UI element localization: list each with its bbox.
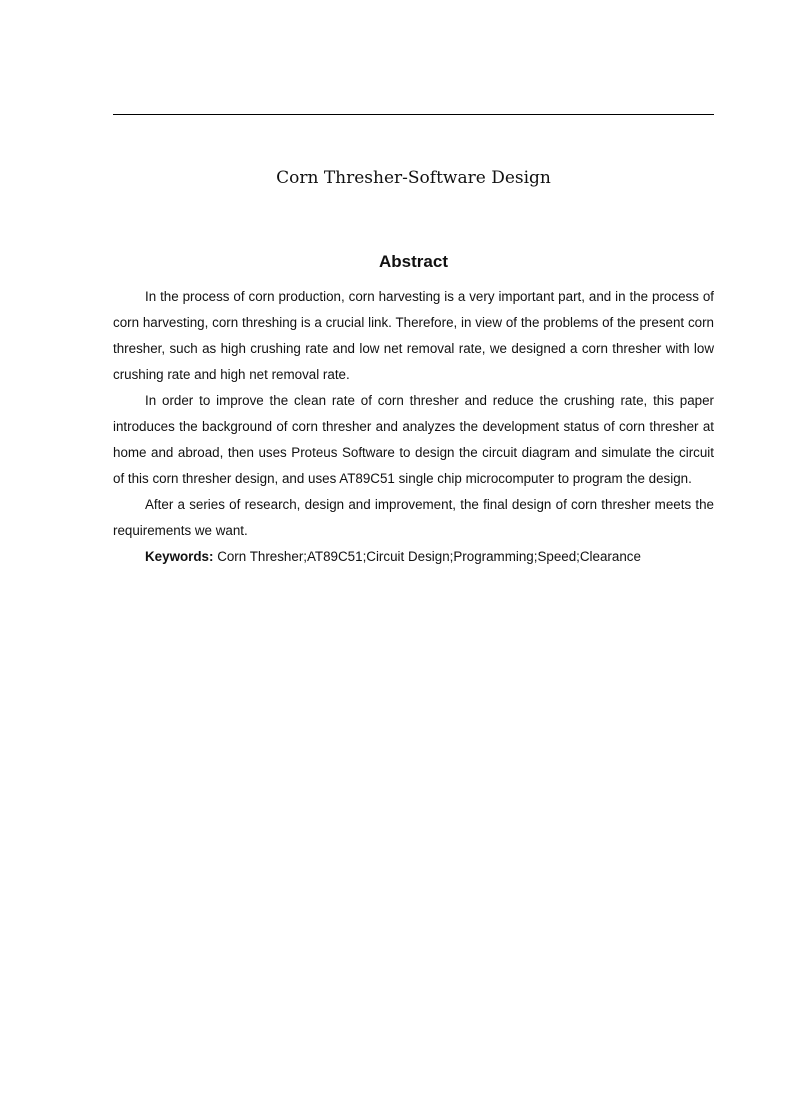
- keywords-label: Keywords:: [145, 549, 214, 564]
- keywords-line: [113, 544, 714, 570]
- abstract-paragraph-3: After a series of research, design and improvement, the final design of corn thresher meets the requirements we want.: [113, 497, 714, 538]
- keywords-text: Corn Thresher;AT89C51;Circuit Design;Programming;Speed;Clearance: [213, 549, 641, 564]
- abstract-heading: Abstract: [379, 252, 448, 271]
- abstract-paragraph-2: In order to improve the clean rate of corn thresher and reduce the crushing rate, this paper introduces the background of corn thresher and analyzes the development status of corn thresher at home and abroad, then uses Proteus Software to design the circuit diagram and simulate the circuit of this corn thresher design, and uses AT89C51 single chip microcomputer to program the design.: [113, 393, 714, 486]
- abstract-paragraph-1: In the process of corn production, corn harvesting is a very important part, and in the process of corn harvesting, corn threshing is a crucial link. Therefore, in view of the problems of the present corn thresher, such as high crushing rate and low net removal rate, we designed a corn thresher with low crushing rate and high net removal rate.: [113, 289, 714, 382]
- abstract-body: [113, 284, 714, 570]
- document-title: Corn Thresher-Software Design: [276, 168, 551, 188]
- header-rule: [113, 114, 714, 115]
